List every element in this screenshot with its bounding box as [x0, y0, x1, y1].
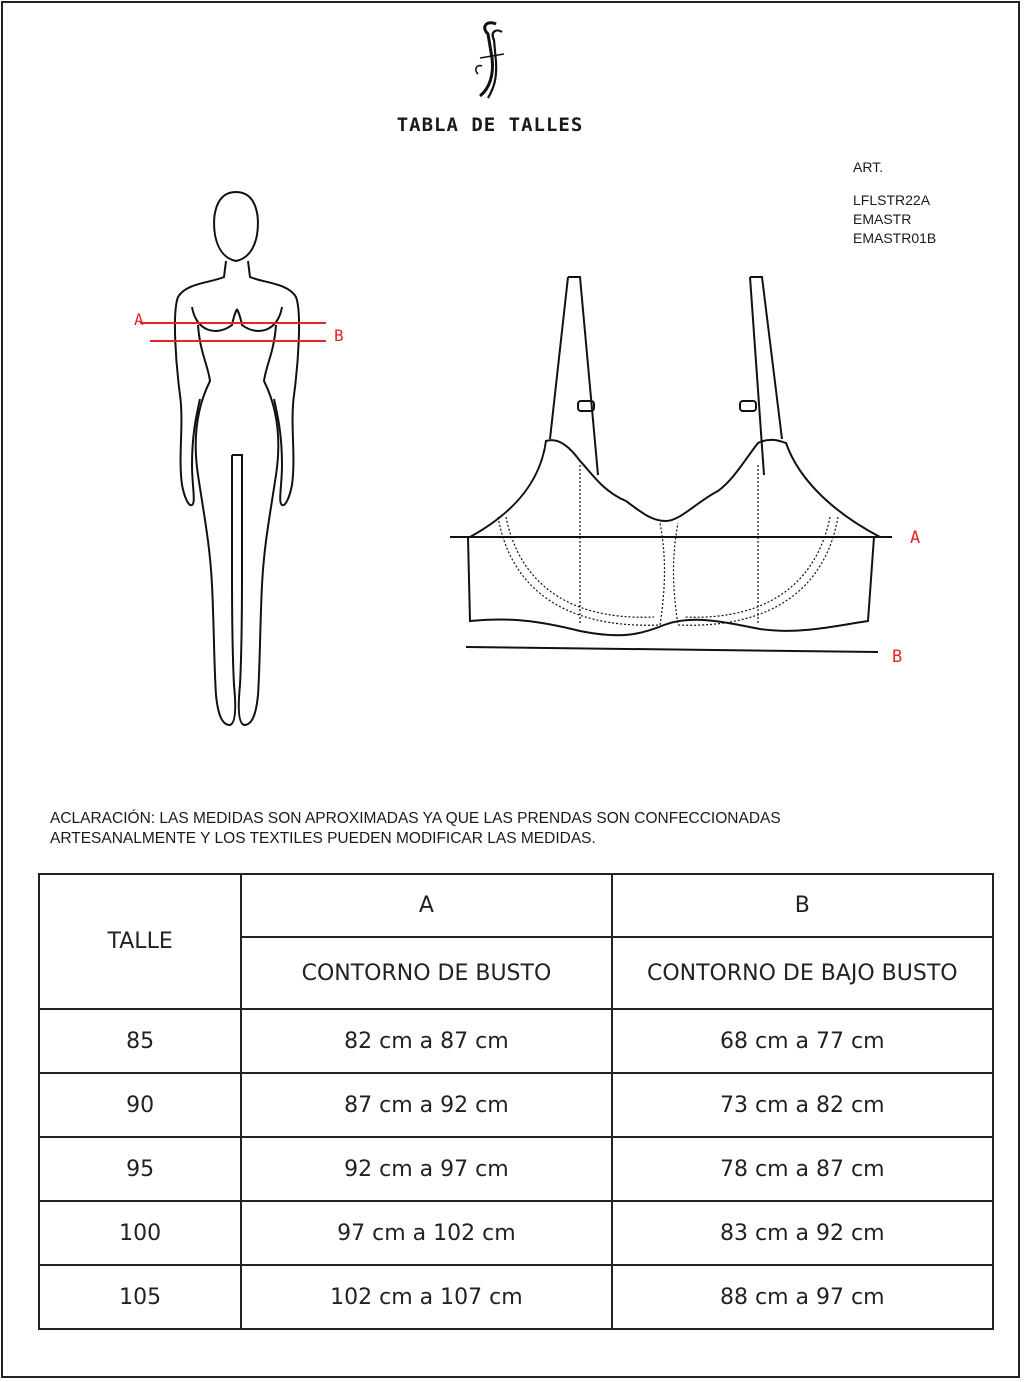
- body-measurement-figure: [120, 185, 360, 735]
- bust-cell: 102 cm a 107 cm: [241, 1265, 611, 1329]
- bust-cell: 97 cm a 102 cm: [241, 1201, 611, 1265]
- table-row: [39, 1201, 993, 1265]
- table-row: [39, 1137, 993, 1201]
- table-row: [39, 1265, 993, 1329]
- page-title: TABLA DE TALLES: [396, 114, 584, 136]
- underbust-cell: 83 cm a 92 cm: [612, 1201, 993, 1265]
- size-cell: 105: [39, 1265, 241, 1329]
- underbust-cell: 88 cm a 97 cm: [612, 1265, 993, 1329]
- bust-cell: 92 cm a 97 cm: [241, 1137, 611, 1201]
- underbust-cell: 68 cm a 77 cm: [612, 1009, 993, 1073]
- underbust-cell: 73 cm a 82 cm: [612, 1073, 993, 1137]
- marker-b: B: [334, 326, 344, 345]
- size-header: TALLE: [39, 874, 241, 1009]
- note-line: ACLARACIÓN: LAS MEDIDAS SON APROXIMADAS YA QUE LAS PRENDAS SON CONFECCIONADAS: [50, 810, 781, 827]
- table-row: [39, 1009, 993, 1073]
- marker-a: A: [134, 310, 144, 329]
- size-cell: 90: [39, 1073, 241, 1137]
- bra-measurement-figure: [440, 265, 940, 675]
- line-b: [466, 647, 878, 652]
- note-line: ARTESANALMENTE Y LOS TEXTILES PUEDEN MODIFICAR LAS MEDIDAS.: [50, 830, 596, 847]
- col-a-letter: A: [241, 874, 611, 937]
- article-code: EMASTR01B: [853, 230, 937, 246]
- size-table: [38, 873, 994, 1330]
- marker-b: B: [892, 647, 903, 667]
- article-code: LFLSTR22A: [853, 192, 931, 208]
- article-codes: [853, 158, 936, 248]
- col-b-label: CONTORNO DE BAJO BUSTO: [612, 937, 993, 1009]
- table-header-row: [39, 874, 993, 937]
- table-row: [39, 1073, 993, 1137]
- marker-a: A: [910, 528, 921, 548]
- col-b-letter: B: [612, 874, 993, 937]
- disclaimer-note: [50, 809, 950, 849]
- size-cell: 100: [39, 1201, 241, 1265]
- size-cell: 95: [39, 1137, 241, 1201]
- article-label: ART.: [853, 159, 884, 175]
- underbust-cell: 78 cm a 87 cm: [612, 1137, 993, 1201]
- brand-logo: [466, 18, 514, 102]
- col-a-label: CONTORNO DE BUSTO: [241, 937, 611, 1009]
- bust-cell: 87 cm a 92 cm: [241, 1073, 611, 1137]
- article-code: EMASTR: [853, 211, 912, 227]
- size-cell: 85: [39, 1009, 241, 1073]
- bust-cell: 82 cm a 87 cm: [241, 1009, 611, 1073]
